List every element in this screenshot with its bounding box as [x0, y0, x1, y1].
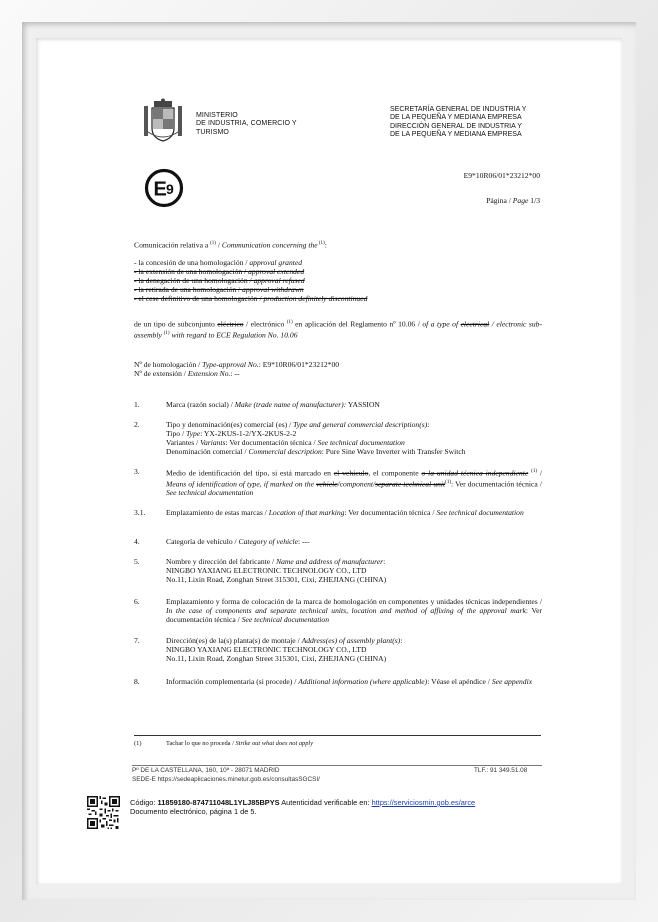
item-number: 3.1. — [134, 508, 146, 517]
communication-options — [134, 258, 367, 303]
footnote-ref: (1) — [531, 469, 538, 474]
footnote-ref: (1) — [317, 241, 325, 246]
option-en: production definitely discontinued — [263, 294, 368, 303]
colon: : — [324, 240, 327, 250]
label-es: Tipo y denominación(es) comercial (es) / — [166, 420, 294, 429]
label-es: Emplazamiento y forma de colocación de la marca de homologación en componentes y unidades técnicas independientes / — [166, 597, 542, 606]
option-es: - la extensión de una homologación / — [134, 267, 249, 276]
label-en: Make (trade name of manufacturer): — [234, 400, 347, 409]
option-approval-extended — [134, 267, 367, 276]
value: : --- — [298, 537, 310, 546]
item-assembly-plant — [166, 636, 542, 663]
struck-text: o la unidad técnica independiente — [421, 468, 529, 478]
option-es: - el cese definitivo de una homologación / — [134, 294, 264, 303]
footnote-ref: (1) — [210, 241, 216, 246]
text: en aplicación del Reglamento nº 10.06 / — [292, 319, 423, 329]
secretariat-line: SECRETARÍA GENERAL DE INDUSTRIA Y — [390, 106, 527, 113]
e9-number: 9 — [166, 181, 174, 197]
text-en: of a type of — [422, 319, 461, 329]
secretariat-line: DIRECCIÓN GENERAL DE INDUSTRIA Y — [390, 122, 522, 130]
value: : Ver documentación técnica / — [451, 479, 542, 489]
label-es: Tipo / — [166, 429, 186, 438]
label-en: Location of that marking — [268, 508, 345, 517]
manufacturer-company: NINGBO YAXIANG ELECTRONIC TECHNOLOGY CO., LTD — [166, 566, 367, 575]
label-en: Category of vehicle — [238, 537, 299, 546]
text: / electrónico — [243, 319, 287, 329]
extension-number — [134, 369, 339, 378]
footnote-ref: (1) — [286, 320, 293, 325]
value: : Véase el apéndice / — [427, 677, 492, 686]
value: : Ver documentación técnica / — [225, 438, 318, 447]
communication-intro — [134, 239, 327, 250]
value: : -- — [230, 369, 240, 378]
value: : Pure Sine Wave Inverter with Transfer Switch — [321, 447, 466, 456]
ministry-line: MINISTERIO — [196, 112, 238, 119]
item-number: 8. — [134, 677, 140, 686]
footer-sede: SEDE-E https://sedeaplicaciones.minetur.gob.es/consultasSGCSI/ — [132, 776, 320, 783]
label-en: Type — [185, 429, 201, 438]
text: Medio de identificación del tipo, si está marcado en — [166, 468, 334, 478]
colon: : — [383, 557, 386, 566]
label-es: Dirección(es) de la(s) planta(s) de montaje / — [166, 636, 302, 645]
item-marking-location — [166, 508, 542, 517]
text-en: with regard to ECE Regulation No. 10.06 — [169, 330, 298, 340]
item-number: 1. — [134, 400, 140, 409]
qr-code-icon — [87, 796, 120, 829]
text-en: Means of identification of type, if marked on the — [166, 479, 317, 489]
value-en: See technical documentation — [436, 508, 524, 517]
text-en: / electronic sub-assembly — [134, 319, 543, 340]
footer-phone: TLF.: 91 349.51.08 — [474, 767, 528, 774]
manufacturer-address: No.11, Lixin Road, Zonghan Street 315301, Cixi, ZHEJIANG (CHINA) — [166, 575, 387, 584]
footnote-divider — [134, 735, 541, 736]
secretariat-name — [390, 106, 526, 140]
variants-value — [166, 438, 542, 447]
label-en: Type and general commercial description(s): — [293, 420, 430, 429]
struck-text: electrical — [460, 319, 490, 329]
item-approval-mark — [166, 597, 542, 624]
subassembly-paragraph — [134, 318, 542, 339]
footnote-text — [166, 740, 313, 747]
type-heading — [166, 420, 542, 429]
label-en: Extension No. — [187, 369, 231, 378]
option-es: - la retirada de una homologación / — [134, 285, 243, 294]
footnote-number: (1) — [134, 740, 142, 747]
text: , el componente — [368, 468, 422, 478]
page-label: Página / — [486, 196, 513, 205]
plant-address: No.11, Lixin Road, Zonghan Street 315301, Cixi, ZHEJIANG (CHINA) — [166, 654, 387, 663]
value-en: See appendix — [491, 677, 533, 686]
separator: / — [215, 240, 222, 250]
item-manufacturer — [166, 557, 542, 584]
secretariat-line: DE LA PEQUEÑA Y MEDIANA EMPRESA — [390, 131, 522, 139]
verification-link[interactable]: https://serviciosmin.gob.es/arce — [371, 798, 476, 807]
label-es: Nº de homologación / — [134, 360, 203, 369]
option-en: approval granted — [249, 258, 303, 267]
text: de un tipo de subconjunto — [134, 319, 218, 329]
option-en: approval extended — [248, 267, 305, 276]
e9-mark-icon — [144, 168, 184, 208]
option-approval-granted — [134, 258, 367, 267]
code-label: Código: — [130, 798, 158, 807]
item-vehicle-category — [166, 537, 542, 546]
verification-line — [130, 798, 475, 807]
item-number: 6. — [134, 597, 140, 606]
colon: : — [400, 636, 403, 645]
item-additional-info — [166, 677, 542, 686]
footer-address: Pº DE LA CASTELLANA, 160, 10ª - 28071 MADRID — [132, 767, 280, 774]
label-es: Nombre y dirección del fabricante / — [166, 557, 277, 566]
item-number: 7. — [134, 636, 140, 645]
item-number: 3. — [134, 467, 140, 476]
footnote-en: Strike out what does not apply — [235, 740, 314, 747]
value-en: See technical documentation — [317, 438, 405, 447]
intro-en: Communication concerning the — [221, 240, 318, 250]
option-en: approval withdrawn — [242, 285, 304, 294]
manufacturer-label — [166, 557, 542, 566]
text: / — [537, 468, 543, 478]
footnote-ref: (1) — [445, 479, 451, 485]
struck-text: el vehículo — [333, 468, 369, 478]
footnote-ref: (1) — [163, 330, 170, 336]
label-es: Nº de extensión / — [134, 369, 188, 378]
secretariat-line: DE LA PEQUEÑA Y MEDIANA EMPRESA — [390, 114, 522, 122]
item-type — [166, 420, 542, 456]
label-en: Commercial description — [248, 447, 322, 456]
value-en: See technical documentation — [241, 615, 330, 624]
struck-text: eléctrico — [217, 319, 244, 329]
text-en: /component/ — [337, 479, 376, 489]
page-indicator — [486, 196, 540, 205]
label-en: Address(es) of assembly plant(s) — [301, 636, 401, 645]
label-en: Type-approval No. — [202, 360, 259, 369]
coat-of-arms-icon — [142, 98, 184, 144]
approval-numbers — [134, 360, 339, 378]
item-number: 5. — [134, 557, 140, 566]
item-number: 4. — [134, 537, 140, 546]
ministry-name — [196, 112, 297, 137]
item-identification — [166, 467, 542, 497]
commercial-description — [166, 447, 542, 456]
item-number: 2. — [134, 420, 140, 429]
value: YASSION — [346, 400, 380, 409]
label-en: Name and address of manufacturer — [276, 557, 384, 566]
label-es: Marca (razón social) / — [166, 400, 235, 409]
type-value — [166, 429, 542, 438]
page-label-en: Page — [512, 196, 529, 205]
ministry-line: DE INDUSTRIA, COMERCIO Y — [196, 120, 297, 128]
page-number: 1/3 — [528, 196, 540, 205]
option-es: - la concesión de una homologación / — [134, 258, 250, 267]
value: : Ver documentación técnica / — [344, 508, 437, 517]
e9-letter: E — [153, 178, 167, 201]
value: : Ver documentación técnica / — [166, 606, 542, 624]
plant-company: NINGBO YAXIANG ELECTRONIC TECHNOLOGY CO., LTD — [166, 645, 367, 654]
document-sheet — [36, 38, 622, 884]
plant-label — [166, 636, 542, 645]
approval-reference: E9*10R06/01*23212*00 — [463, 171, 540, 180]
value: : E9*10R06/01*23212*00 — [258, 360, 340, 369]
label-es: Denominación comercial / — [166, 447, 249, 456]
value: : YX-2KUS-1-2/YX-2KUS-2-2 — [200, 429, 297, 438]
electronic-document-note: Documento electrónico, página 1 de 5. — [130, 807, 257, 816]
label-en: Variants — [200, 438, 226, 447]
option-approval-withdrawn — [134, 285, 367, 294]
verify-label: Autenticidad verificable en: — [279, 798, 372, 807]
footer-divider — [132, 765, 542, 766]
value-en: See technical documentation — [166, 488, 254, 498]
label-es: Categoría de vehículo / — [166, 537, 239, 546]
type-approval-number — [134, 360, 339, 369]
intro-es: Comunicación relativa a — [134, 240, 211, 250]
label-es: Emplazamiento de estas marcas / — [166, 508, 269, 517]
struck-text: separate technical unit — [375, 479, 446, 489]
option-en: approval refused — [253, 276, 305, 285]
option-approval-refused — [134, 276, 367, 285]
option-es: - la denegación de una homologación / — [134, 276, 254, 285]
item-make — [166, 400, 542, 409]
verification-block — [130, 798, 475, 816]
label-es: Información complementaria (si procede) / — [166, 677, 299, 686]
label-en: Additional information (where applicable) — [298, 677, 428, 686]
option-production-discontinued — [134, 294, 367, 303]
label-es: Variantes / — [166, 438, 201, 447]
verification-code: 11859180-874711048L1YLJ85BPYS — [157, 798, 280, 807]
label-en: In the case of components and separate technical units, location and method of affixing of the approval mark — [166, 606, 526, 615]
footnote-es: Tachar lo que no proceda / — [166, 740, 236, 747]
struck-text: vehicle — [316, 479, 338, 489]
ministry-line: TURISMO — [196, 128, 229, 136]
